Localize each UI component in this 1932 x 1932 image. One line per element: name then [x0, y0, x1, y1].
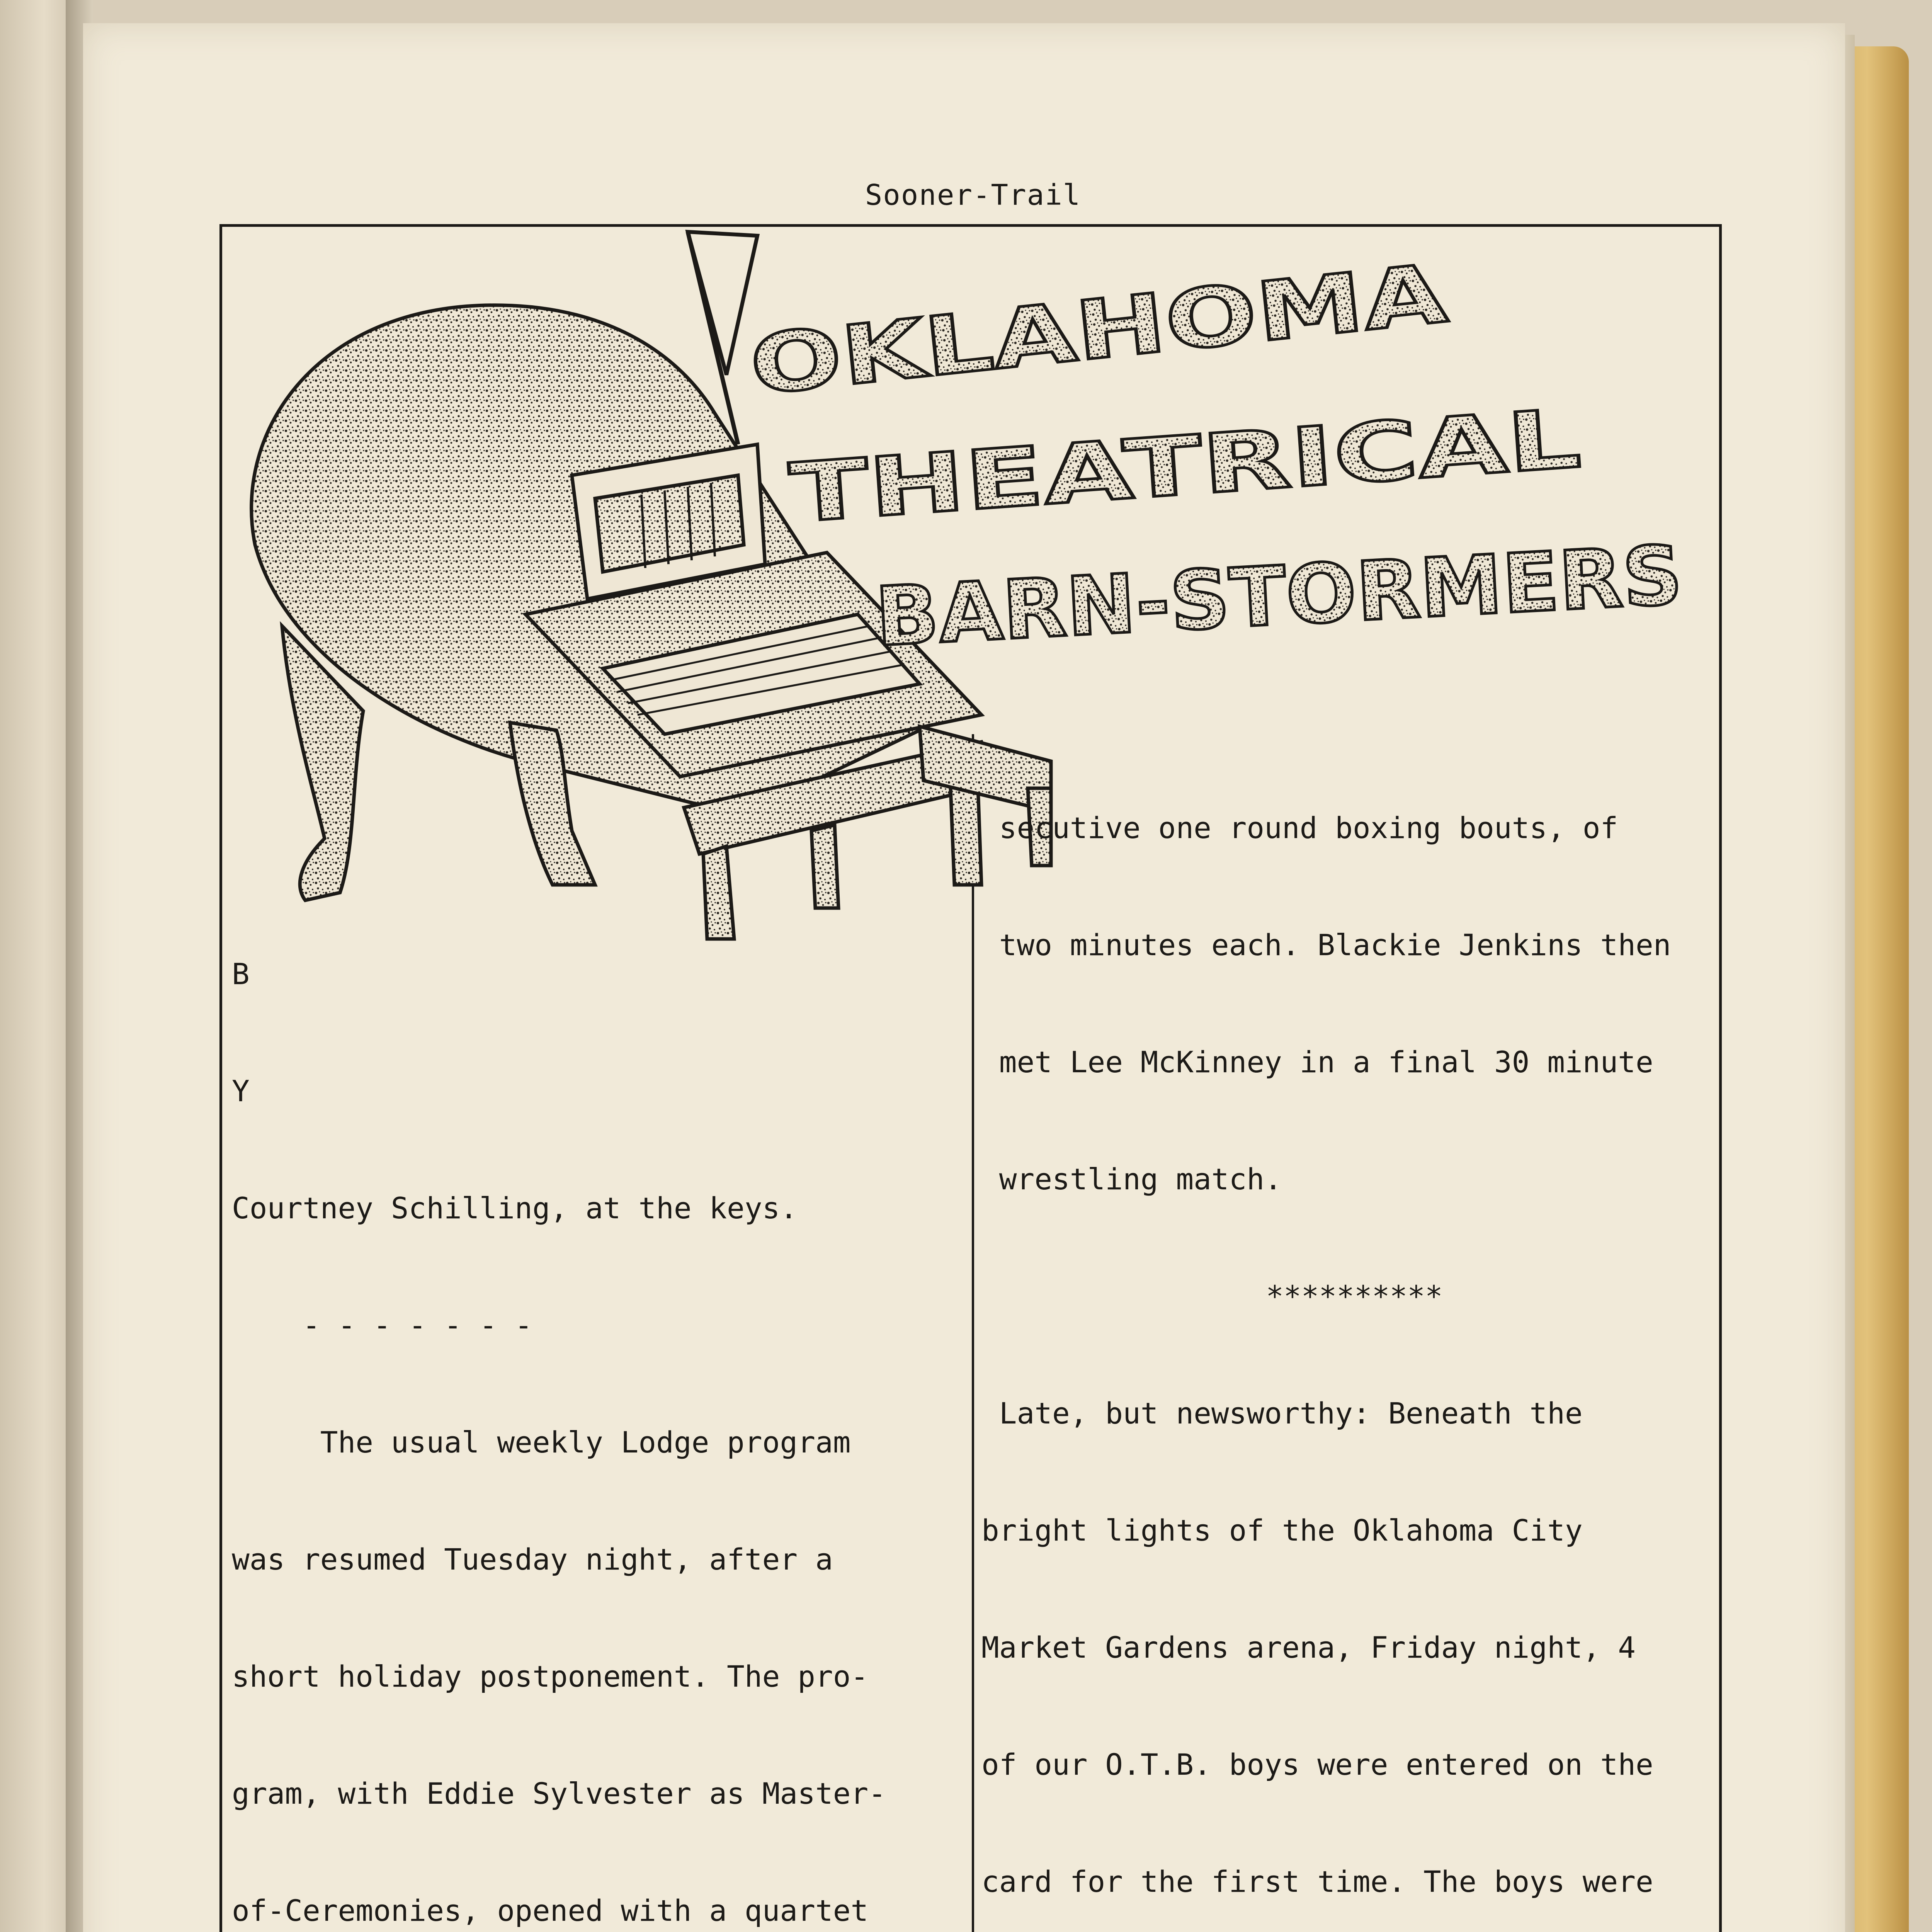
- text-line: Late, but newsworthy: Beneath the: [981, 1396, 1583, 1430]
- text-line: card for the first time. The boys were: [981, 1864, 1653, 1899]
- text-line: secutive one round boxing bouts, of: [981, 811, 1618, 845]
- byline-author: Courtney Schilling, at the keys.: [232, 1191, 798, 1225]
- heading-line-1: OKLAHOMA: [745, 264, 1280, 413]
- left-column: [232, 876, 966, 1932]
- right-column: [981, 730, 1727, 1932]
- text-line: gram, with Eddie Sylvester as Master-: [232, 1776, 886, 1811]
- byline-y: Y: [232, 1074, 250, 1108]
- facing-page: [0, 0, 73, 1932]
- text-line: met Lee McKinney in a final 30 minute: [981, 1045, 1653, 1079]
- text-line: The usual weekly Lodge program: [232, 1425, 851, 1459]
- text-line: wrestling match.: [981, 1162, 1282, 1196]
- text-line: of-Ceremonies, opened with a quartet: [232, 1893, 869, 1928]
- heading-line-3: BARN-STORMERS: [873, 529, 1668, 665]
- heading-line-2: THEATRICAL: [787, 407, 1350, 541]
- text-line: bright lights of the Oklahoma City: [981, 1513, 1583, 1548]
- text-line: was resumed Tuesday night, after a: [232, 1542, 833, 1577]
- byline-b: B: [232, 957, 250, 991]
- text-line: of our O.T.B. boys were entered on the: [981, 1747, 1653, 1782]
- title-lettering: [746, 246, 1685, 665]
- text-line: Market Gardens arena, Friday night, 4: [981, 1630, 1636, 1665]
- asterisk-separator: **********: [1266, 1279, 1443, 1313]
- text-line: short holiday postponement. The pro-: [232, 1659, 869, 1694]
- separator-dashes: - - - - - - -: [232, 1308, 532, 1342]
- page-header: Sooner-Trail: [865, 179, 1081, 212]
- text-line: two minutes each. Blackie Jenkins then: [981, 928, 1671, 962]
